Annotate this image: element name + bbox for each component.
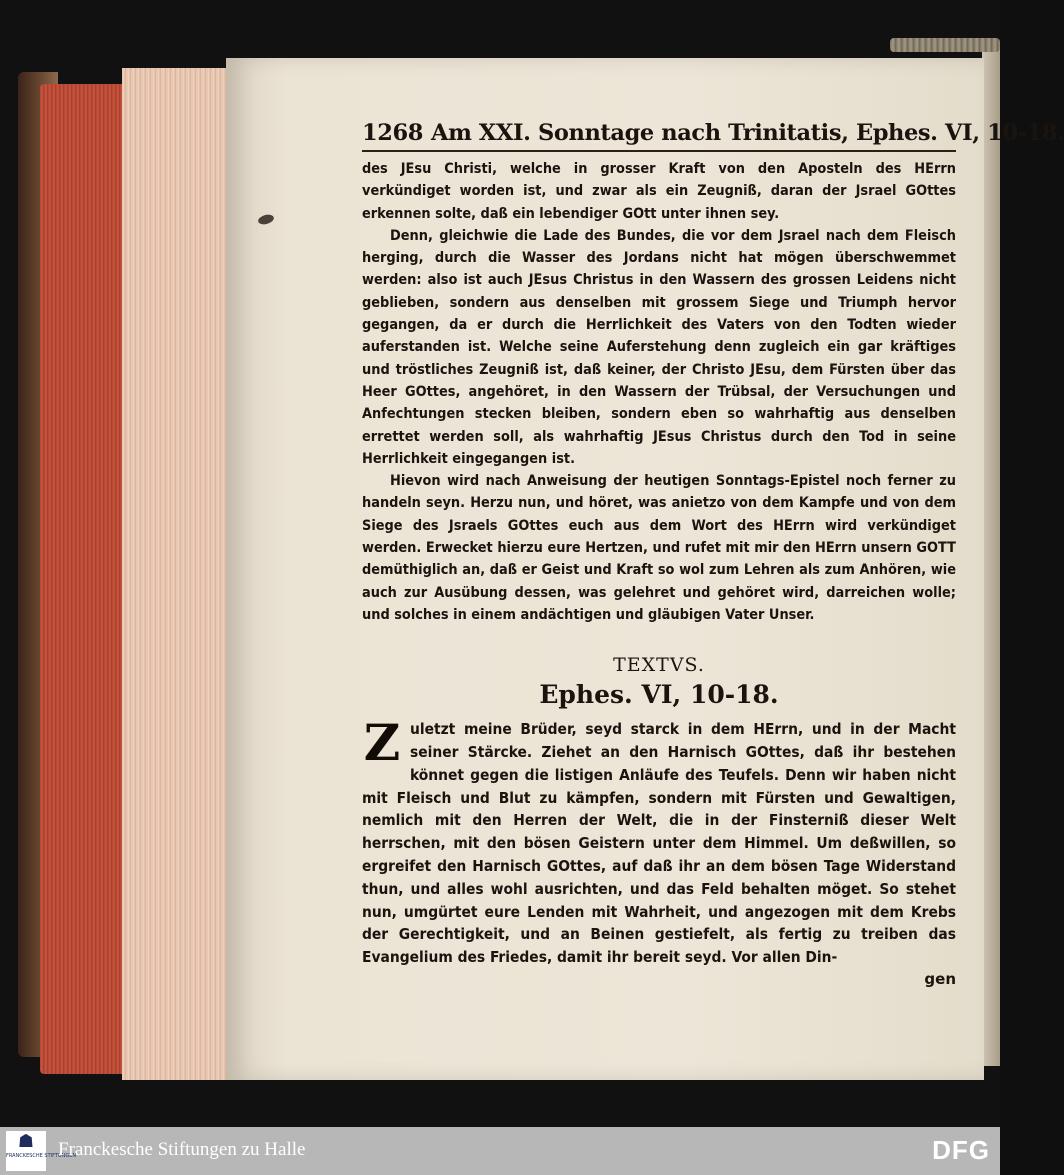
textus-heading: TEXTVS. xyxy=(613,654,705,677)
footer-bar xyxy=(0,1127,1000,1175)
drop-capital: Z xyxy=(363,713,401,773)
header-rule xyxy=(362,150,956,152)
crest-icon: ☗ xyxy=(17,1131,35,1152)
binding-thread xyxy=(890,38,1000,52)
paragraph-1: des JEsu Christi, welche in grosser Kraft von den Aposteln des HErrn verkündiget worden ist, und zwar als ein Zeugniß, daran der Jsrael GOttes erkennen solte, daß ein lebendiger GOtt unter ihnen sey. xyxy=(362,161,956,222)
paragraph-2: Denn, gleichwie die Lade des Bundes, die vor dem Jsrael nach dem Fleisch herging, durch die Wasser des Jordans nicht hat mögen überschwemmet werden: also ist auch JEsus Christus in den Wassern des grossen Leidens nicht geblieben, sondern aus denselben mit grossem Siege und Triumph hervor gegangen, da er durch die Herrlichkeit des Vaters von den Todten wieder auferstanden ist. Welche seine Auferstehung denn zugleich ein gar kräftiges und tröstliches Zeugniß ist, daß keiner, der Christo JEsu, dem Fürsten über das Heer GOttes, angehöret, in den Wassern der Trübsal, der Versuchungen und Anfechtungen stecken bleiben, sondern eben so wahrhaftig aus denselben errettet werden soll, als wahrhaftig JEsus Christus durch den Tod in seine Herrlichkeit eingegangen ist. xyxy=(362,227,956,467)
right-page-edge xyxy=(982,46,1000,1066)
catchword: gen xyxy=(924,970,956,988)
page-text xyxy=(362,118,1064,989)
scripture-body: uletzt meine Brüder, seyd starck in dem HErrn, und in der Macht seiner Stärcke. Ziehet an den Harnisch GOttes, daß ihr bestehen könnet gegen die listigen Anläufe des Teufels. Denn wir haben nicht mit Fleisch und Blut zu kämpfen, sondern mit Fürsten und Gewaltigen, nemlich mit den Herren der Welt, die in der Finsterniß dieser Welt herrschen, mit den bösen Geistern unter dem Himmel. Um deßwillen, so ergreifet den Harnisch GOttes, auf daß ihr an dem bösen Tage Widerstand thun, und alles wohl ausrichten, und das Feld behalten möget. So stehet nun, umgürtet eure Lenden mit Wahrheit, und angezogen mit dem Krebs der Gerechtigkeit, und an Beinen gestiefelt, als fertig zu treiben das Evangelium des Friedes, damit ihr bereit seyd. Vor allen Din- xyxy=(362,720,956,967)
dfg-logo[interactable]: DFG xyxy=(932,1135,990,1165)
running-head-title: Am XXI. Sonntage nach Trinitatis, Ephes. VI, 10-18. xyxy=(431,120,1064,146)
textus-reference: Ephes. VI, 10-18. xyxy=(539,680,779,710)
scripture-text xyxy=(362,713,956,969)
page-number: 1268 xyxy=(362,120,424,146)
paragraph-3: Hievon wird nach Anweisung der heutigen Sonntags-Epistel noch ferner zu handeln seyn. Herzu nun, und höret, was anietzo von dem Kampfe und von dem Siege des Jsraels GOttes euch aus dem Wort des HErrn wird verkündiget werden. Erwecket hierzu eure Hertzen, und rufet mit mir den HErrn unsern GOTT demüthiglich an, daß er Geist und Kraft so wol zum Lehren als zum Anhören, wie auch zur Ausübung dessen, was gelehret und gehöret wird, darreichen wolle; und solches in einem andächtigen und gläubigen Vater Unser. xyxy=(362,473,956,623)
logo-text: FRANCKESCHE STIFTUNGEN xyxy=(6,1153,77,1159)
page-stack xyxy=(122,68,232,1080)
running-head xyxy=(362,118,1064,148)
institution-name[interactable]: Franckesche Stiftungen zu Halle xyxy=(58,1139,306,1160)
franckesche-stiftungen-logo-icon[interactable] xyxy=(6,1131,77,1171)
red-page-edges xyxy=(40,84,132,1074)
sermon-body xyxy=(362,158,956,626)
